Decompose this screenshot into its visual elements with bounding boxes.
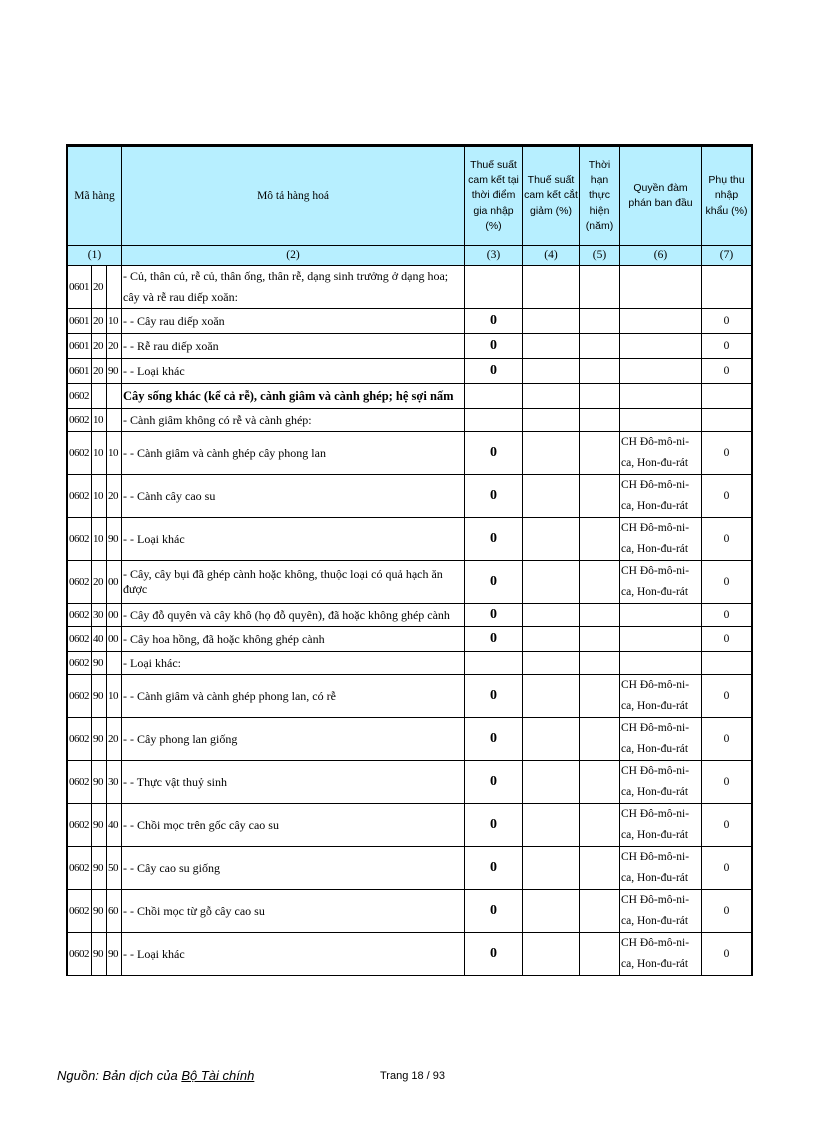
code-line: 90: [107, 359, 122, 384]
code-sub: 10: [92, 518, 107, 561]
code-line: 10: [107, 432, 122, 475]
surcharge-cell: 0: [702, 675, 752, 718]
period-cell: [580, 675, 620, 718]
code-chapter: 0602: [68, 652, 92, 675]
code-chapter: 0601: [68, 334, 92, 359]
surcharge-cell: [702, 384, 752, 409]
surcharge-cell: 0: [702, 804, 752, 847]
header-code: Mã hàng: [68, 147, 122, 246]
code-chapter: 0602: [68, 804, 92, 847]
negotiation-cell: CH Đô-mô-ni-ca, Hon-đu-rát: [620, 518, 702, 561]
negotiation-cell: [620, 384, 702, 409]
period-cell: [580, 384, 620, 409]
rate-cell: 0: [465, 561, 523, 604]
description-cell: - - Loại khác: [122, 359, 465, 384]
code-line: 20: [107, 475, 122, 518]
rate-cell: 0: [465, 675, 523, 718]
code-line: 90: [107, 518, 122, 561]
description-cell: - - Rễ rau diếp xoăn: [122, 334, 465, 359]
table-row: [68, 933, 752, 976]
code-line: 00: [107, 561, 122, 604]
period-cell: [580, 359, 620, 384]
num-2: (2): [122, 246, 465, 266]
code-line: 20: [107, 718, 122, 761]
cut-cell: [523, 334, 580, 359]
description-cell: - - Cây phong lan giống: [122, 718, 465, 761]
rate-cell: 0: [465, 334, 523, 359]
table-row: [68, 761, 752, 804]
code-sub: 90: [92, 847, 107, 890]
rate-cell: 0: [465, 432, 523, 475]
code-sub: 30: [92, 604, 107, 627]
negotiation-cell: [620, 359, 702, 384]
header-col6: Quyền đàm phán ban đầu: [620, 147, 702, 246]
code-sub: 20: [92, 359, 107, 384]
description-cell: - Củ, thân củ, rễ củ, thân ống, thân rễ, dạng sinh trưởng ở dạng hoa; cây và rễ rau diếp xoăn:: [122, 266, 465, 309]
negotiation-cell: CH Đô-mô-ni-ca, Hon-đu-rát: [620, 561, 702, 604]
rate-cell: [465, 652, 523, 675]
negotiation-cell: CH Đô-mô-ni-ca, Hon-đu-rát: [620, 890, 702, 933]
header-row: [68, 147, 752, 246]
table-row: [68, 518, 752, 561]
table-row: [68, 359, 752, 384]
rate-cell: 0: [465, 718, 523, 761]
period-cell: [580, 933, 620, 976]
negotiation-cell: [620, 409, 702, 432]
period-cell: [580, 604, 620, 627]
description-cell: - Loại khác:: [122, 652, 465, 675]
cut-cell: [523, 409, 580, 432]
cut-cell: [523, 933, 580, 976]
surcharge-cell: 0: [702, 847, 752, 890]
cut-cell: [523, 475, 580, 518]
table-row: [68, 409, 752, 432]
negotiation-cell: CH Đô-mô-ni-ca, Hon-đu-rát: [620, 475, 702, 518]
code-line: 10: [107, 675, 122, 718]
surcharge-cell: 0: [702, 718, 752, 761]
rate-cell: 0: [465, 518, 523, 561]
description-cell: - Cây hoa hồng, đã hoặc không ghép cành: [122, 627, 465, 652]
negotiation-cell: [620, 334, 702, 359]
table-row: [68, 652, 752, 675]
code-chapter: 0602: [68, 561, 92, 604]
code-chapter: 0602: [68, 847, 92, 890]
code-chapter: 0602: [68, 890, 92, 933]
surcharge-cell: 0: [702, 604, 752, 627]
period-cell: [580, 409, 620, 432]
table-row: [68, 432, 752, 475]
code-chapter: 0602: [68, 518, 92, 561]
negotiation-cell: [620, 604, 702, 627]
table-row: [68, 675, 752, 718]
negotiation-cell: CH Đô-mô-ni-ca, Hon-đu-rát: [620, 675, 702, 718]
num-4: (4): [523, 246, 580, 266]
negotiation-cell: CH Đô-mô-ni-ca, Hon-đu-rát: [620, 804, 702, 847]
code-line: [107, 652, 122, 675]
period-cell: [580, 561, 620, 604]
period-cell: [580, 266, 620, 309]
surcharge-cell: 0: [702, 890, 752, 933]
code-line: 60: [107, 890, 122, 933]
cut-cell: [523, 518, 580, 561]
table-row: [68, 804, 752, 847]
code-line: 00: [107, 604, 122, 627]
cut-cell: [523, 309, 580, 334]
description-cell: - Cây, cây bụi đã ghép cành hoặc không, thuộc loại có quả hạch ăn được: [122, 561, 465, 604]
negotiation-cell: CH Đô-mô-ni-ca, Hon-đu-rát: [620, 847, 702, 890]
code-sub: [92, 384, 107, 409]
code-chapter: 0602: [68, 604, 92, 627]
surcharge-cell: 0: [702, 761, 752, 804]
surcharge-cell: 0: [702, 359, 752, 384]
code-sub: 90: [92, 761, 107, 804]
table-row: [68, 561, 752, 604]
rate-cell: 0: [465, 627, 523, 652]
code-chapter: 0602: [68, 627, 92, 652]
source-prefix: Nguồn: Bản dịch của: [57, 1068, 178, 1083]
negotiation-cell: CH Đô-mô-ni-ca, Hon-đu-rát: [620, 718, 702, 761]
num-5: (5): [580, 246, 620, 266]
description-cell: - - Loại khác: [122, 933, 465, 976]
negotiation-cell: [620, 652, 702, 675]
surcharge-cell: 0: [702, 475, 752, 518]
period-cell: [580, 475, 620, 518]
rate-cell: 0: [465, 761, 523, 804]
source-link[interactable]: Bộ Tài chính: [181, 1068, 255, 1083]
code-line: 50: [107, 847, 122, 890]
code-sub: 20: [92, 266, 107, 309]
header-col3: Thuế suất cam kết tại thời điểm gia nhập (%): [465, 147, 523, 246]
cut-cell: [523, 384, 580, 409]
surcharge-cell: [702, 652, 752, 675]
surcharge-cell: 0: [702, 309, 752, 334]
period-cell: [580, 847, 620, 890]
table-row: [68, 604, 752, 627]
num-6: (6): [620, 246, 702, 266]
cut-cell: [523, 804, 580, 847]
period-cell: [580, 518, 620, 561]
negotiation-cell: [620, 309, 702, 334]
surcharge-cell: [702, 266, 752, 309]
table-row: [68, 890, 752, 933]
code-sub: 40: [92, 627, 107, 652]
description-cell: - - Cành cây cao su: [122, 475, 465, 518]
table-row: [68, 266, 752, 309]
table-row: [68, 847, 752, 890]
code-sub: 90: [92, 804, 107, 847]
negotiation-cell: CH Đô-mô-ni-ca, Hon-đu-rát: [620, 432, 702, 475]
code-sub: 10: [92, 409, 107, 432]
code-line: [107, 266, 122, 309]
rate-cell: [465, 409, 523, 432]
table-row: [68, 334, 752, 359]
table-row: [68, 718, 752, 761]
rate-cell: 0: [465, 890, 523, 933]
code-line: 20: [107, 334, 122, 359]
description-cell: - - Cành giâm và cành ghép phong lan, có rễ: [122, 675, 465, 718]
surcharge-cell: 0: [702, 561, 752, 604]
surcharge-cell: [702, 409, 752, 432]
surcharge-cell: 0: [702, 334, 752, 359]
code-sub: 90: [92, 890, 107, 933]
cut-cell: [523, 761, 580, 804]
code-sub: 20: [92, 309, 107, 334]
cut-cell: [523, 561, 580, 604]
cut-cell: [523, 890, 580, 933]
code-chapter: 0602: [68, 718, 92, 761]
description-cell: - - Cây rau diếp xoăn: [122, 309, 465, 334]
code-line: [107, 384, 122, 409]
rate-cell: 0: [465, 604, 523, 627]
code-chapter: 0602: [68, 933, 92, 976]
period-cell: [580, 627, 620, 652]
cut-cell: [523, 718, 580, 761]
table-row: [68, 309, 752, 334]
rate-cell: 0: [465, 933, 523, 976]
code-chapter: 0601: [68, 266, 92, 309]
code-sub: 90: [92, 933, 107, 976]
cut-cell: [523, 432, 580, 475]
num-7: (7): [702, 246, 752, 266]
description-cell: - - Cành giâm và cành ghép cây phong lan: [122, 432, 465, 475]
negotiation-cell: CH Đô-mô-ni-ca, Hon-đu-rát: [620, 761, 702, 804]
period-cell: [580, 432, 620, 475]
description-cell: - - Chồi mọc từ gỗ cây cao su: [122, 890, 465, 933]
cut-cell: [523, 266, 580, 309]
rate-cell: 0: [465, 847, 523, 890]
rate-cell: [465, 266, 523, 309]
code-chapter: 0601: [68, 309, 92, 334]
table-row: [68, 627, 752, 652]
description-cell: - - Thực vật thuỷ sinh: [122, 761, 465, 804]
num-3: (3): [465, 246, 523, 266]
code-chapter: 0602: [68, 475, 92, 518]
footer-source: [57, 1068, 254, 1083]
numbering-row: [68, 246, 752, 266]
surcharge-cell: 0: [702, 933, 752, 976]
tariff-table: [67, 146, 752, 976]
code-sub: 20: [92, 334, 107, 359]
code-chapter: 0602: [68, 432, 92, 475]
description-cell: - - Cây cao su giống: [122, 847, 465, 890]
cut-cell: [523, 359, 580, 384]
period-cell: [580, 652, 620, 675]
code-sub: 20: [92, 561, 107, 604]
period-cell: [580, 309, 620, 334]
period-cell: [580, 718, 620, 761]
page-number: Trang 18 / 93: [380, 1070, 446, 1082]
code-chapter: 0601: [68, 359, 92, 384]
negotiation-cell: [620, 627, 702, 652]
cut-cell: [523, 652, 580, 675]
period-cell: [580, 890, 620, 933]
description-cell: - Cành giâm không có rễ và cành ghép:: [122, 409, 465, 432]
code-line: 00: [107, 627, 122, 652]
period-cell: [580, 804, 620, 847]
cut-cell: [523, 604, 580, 627]
description-cell: - Cây đỗ quyên và cây khô (họ đỗ quyên), đã hoặc không ghép cành: [122, 604, 465, 627]
table-row: [68, 475, 752, 518]
negotiation-cell: CH Đô-mô-ni-ca, Hon-đu-rát: [620, 933, 702, 976]
code-sub: 90: [92, 675, 107, 718]
surcharge-cell: 0: [702, 518, 752, 561]
code-chapter: 0602: [68, 675, 92, 718]
header-col7: Phụ thu nhập khẩu (%): [702, 147, 752, 246]
table-row: [68, 384, 752, 409]
num-1: (1): [68, 246, 122, 266]
tariff-table-frame: [66, 144, 753, 976]
code-sub: 90: [92, 718, 107, 761]
code-line: 10: [107, 309, 122, 334]
description-cell: Cây sống khác (kể cả rễ), cành giâm và cành ghép; hệ sợi nấm: [122, 384, 465, 409]
code-sub: 10: [92, 432, 107, 475]
rate-cell: 0: [465, 309, 523, 334]
header-col5: Thời hạn thực hiện (năm): [580, 147, 620, 246]
cut-cell: [523, 675, 580, 718]
cut-cell: [523, 847, 580, 890]
negotiation-cell: [620, 266, 702, 309]
header-description: Mô tả hàng hoá: [122, 147, 465, 246]
rate-cell: [465, 384, 523, 409]
code-line: 90: [107, 933, 122, 976]
cut-cell: [523, 627, 580, 652]
code-chapter: 0602: [68, 384, 92, 409]
rate-cell: 0: [465, 475, 523, 518]
description-cell: - - Loại khác: [122, 518, 465, 561]
rate-cell: 0: [465, 804, 523, 847]
surcharge-cell: 0: [702, 432, 752, 475]
code-sub: 90: [92, 652, 107, 675]
code-chapter: 0602: [68, 761, 92, 804]
surcharge-cell: 0: [702, 627, 752, 652]
description-cell: - - Chồi mọc trên gốc cây cao su: [122, 804, 465, 847]
code-sub: 10: [92, 475, 107, 518]
code-line: 30: [107, 761, 122, 804]
code-line: 40: [107, 804, 122, 847]
code-chapter: 0602: [68, 409, 92, 432]
rate-cell: 0: [465, 359, 523, 384]
header-col4: Thuế suất cam kết cắt giảm (%): [523, 147, 580, 246]
period-cell: [580, 334, 620, 359]
period-cell: [580, 761, 620, 804]
code-line: [107, 409, 122, 432]
